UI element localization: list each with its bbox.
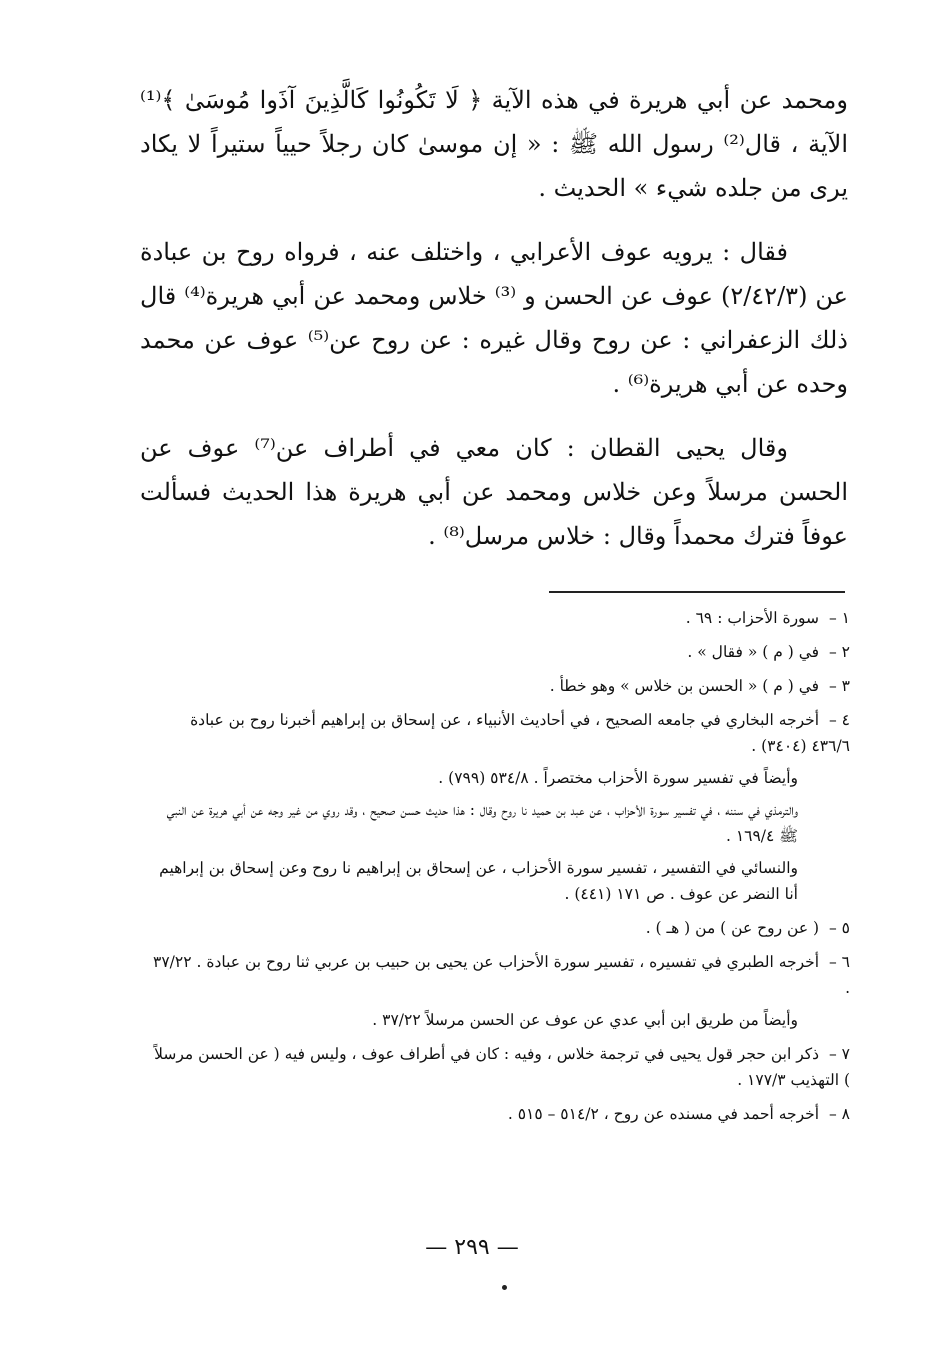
footnote-number: ٧ – (828, 1045, 850, 1063)
footnote-number: ٢ – (828, 643, 850, 661)
footnote-text: أخرجه أحمد في مسنده عن روح ، ٥١٤/٢ – ٥١٥ . (507, 1105, 820, 1123)
footnote-number: ٦ – (828, 953, 850, 971)
footnote-text: في ( م ) « فقال » . (687, 643, 820, 661)
footnote-extra: والترمذي في سننه ، في تفسير سورة الأحزاب ، عن عبد بن حميد نا روح وقال : هذا حديث حسن صحيح ، وقد روي من غير وجه عن أبي هريرة عن النبي ﷺ ١٦٩/٤ . (166, 801, 798, 845)
footnote-3 (150, 673, 850, 699)
footnote-extra: وأيضاً من طريق ابن أبي عدي عن عوف عن الحسن مرسلاً ٣٧/٢٢ . (372, 1011, 798, 1029)
paragraph-1: ومحمد عن أبي هريرة في هذه الآية ﴿ لَا تَكُونُوا كَالَّذِينَ آذَوا مُوسَىٰ ﴾⁽¹⁾ الآية ، قال⁽²⁾ رسول الله ﷺ : « إن موسىٰ كان رجلاً حيياً ستيراً لا يكاد يرى من جلده شيء » الحديث . (140, 86, 849, 202)
footnote-text: ذكر ابن حجر قول يحيى في ترجمة خلاس ، وفيه : كان في أطراف عوف ، وليس فيه ( عن الحسن مرسلاً ) التهذيب ١٧٧/٣ . (154, 1045, 850, 1089)
footnote-6 (150, 949, 850, 1033)
page-number: — ٢٩٩ — (425, 1235, 519, 1260)
footnote-2 (150, 639, 850, 665)
footnotes (150, 605, 850, 1135)
footnote-text: أخرجه البخاري في جامعه الصحيح ، في أحاديث الأنبياء ، عن إسحاق بن إبراهيم أخبرنا روح بن عبادة ٤٣٦/٦ (٣٤٠٤) . (190, 711, 850, 755)
footnote-text: أخرجه الطبري في تفسيره ، تفسير سورة الأحزاب عن يحيى بن حبيب بن عربي ثنا روح بن عبادة . ٣٧/٢٢ . (153, 953, 850, 997)
footnote-text: سورة الأحزاب : ٦٩ . (685, 609, 820, 627)
paragraph-3: وقال يحيى القطان : كان معي في أطراف عن⁽⁷⁾ عوف عن الحسن مرسلاً وعن خلاس ومحمد عن أبي هريرة هذا الحديث فسألت عوفاً فترك محمداً وقال : خلاس مرسل⁽⁸⁾ . (140, 434, 848, 550)
ink-dot (502, 1285, 507, 1290)
footnote-8 (150, 1101, 850, 1127)
footnote-7 (150, 1041, 850, 1093)
footnote-1 (150, 605, 850, 631)
footnote-text: ( عن روح عن ) من ( هـ ) . (645, 919, 820, 937)
footnote-number: ٤ – (828, 711, 850, 729)
footnote-extra: وأيضاً في تفسير سورة الأحزاب مختصراً . ٥٣٤/٨ (٧٩٩) . (438, 769, 798, 787)
paragraph-2: فقال : يرويه عوف الأعرابي ، واختلف عنه ، فرواه روح بن عبادة عن (٢/٤٢/٣) عوف عن الحسن و ⁽³⁾ خلاس ومحمد عن أبي هريرة⁽⁴⁾ قال ذلك الزعفراني : عن روح وقال غيره : عن روح عن⁽⁵⁾ عوف عن محمد وحده عن أبي هريرة⁽⁶⁾ . (140, 238, 848, 398)
footnote-number: ٣ – (828, 677, 850, 695)
footnote-number: ٨ – (828, 1105, 850, 1123)
footnote-5 (150, 915, 850, 941)
footnote-text: في ( م ) « الحسن بن خلاس » وهو خطأ . (549, 677, 820, 695)
footnote-4 (150, 707, 850, 907)
footnote-extra: والنسائي في التفسير ، تفسير سورة الأحزاب ، عن إسحاق بن إبراهيم نا روح وعن إسحاق بن إبراهيم أنا النضر عن عوف . ص ١٧١ (٤٤١) . (159, 859, 798, 903)
footnote-number: ١ – (828, 609, 850, 627)
footnote-number: ٥ – (828, 919, 850, 937)
footnote-separator (549, 591, 845, 593)
